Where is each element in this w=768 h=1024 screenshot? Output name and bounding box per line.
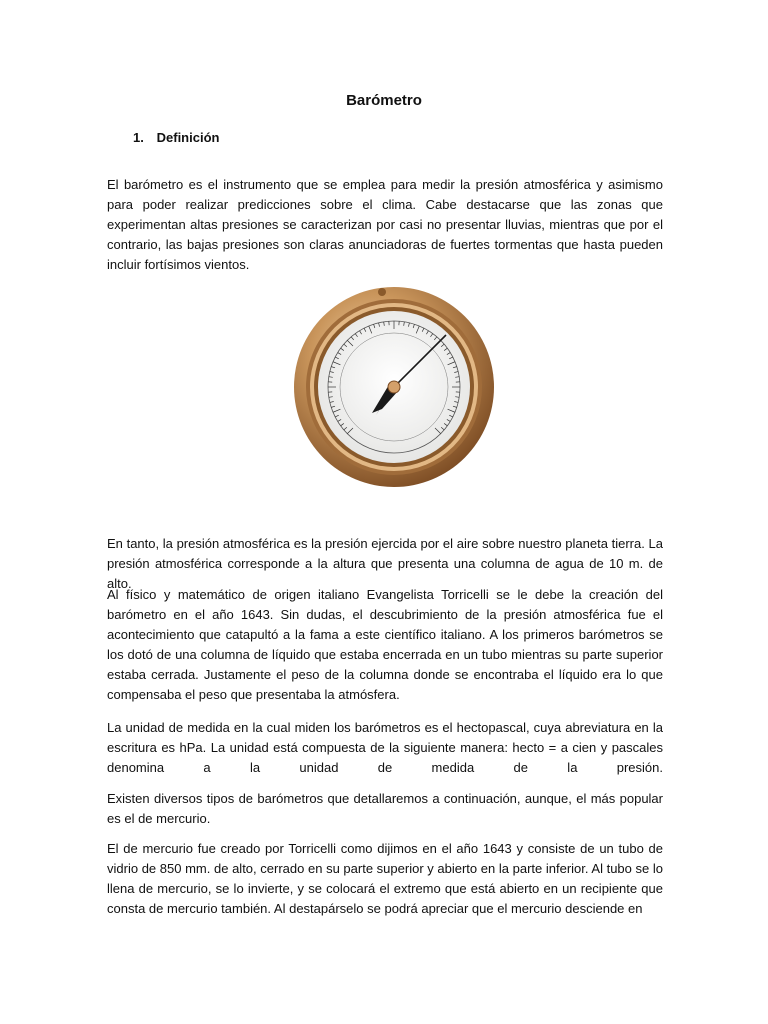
paragraph-tipos: Existen diversos tipos de barómetros que detallaremos a continuación, aunque, el más popular es el de mercurio. xyxy=(107,791,663,826)
top-screw-shape xyxy=(378,288,386,296)
barometer-illustration xyxy=(268,275,500,507)
page-title: Barómetro xyxy=(346,92,422,109)
section-heading xyxy=(133,130,219,145)
paragraph-unidad: La unidad de medida en la cual miden los barómetros es el hectopascal, cuya abreviatura en la escritura es hPa. La unidad está compuesta de la siguiente manera: hecto = a cien y pascales denomina a la unidad de medida de la presión. xyxy=(107,720,663,775)
section-number: 1. xyxy=(133,130,144,145)
paragraph-mercurio: El de mercurio fue creado por Torricelli como dijimos en el año 1643 y consiste de un tubo de vidrio de 850 mm. de alto, cerrado en su parte superior y abierto en la parte inferior. Al tubo se lo llena de mercurio, se lo invierte, y se colocará el extremo que está abierto en un recipiente que consta de mercurio también. Al destapárselo se podrá apreciar que el mercurio desciende en xyxy=(107,841,663,916)
barometer-image xyxy=(268,275,500,507)
needle-hub-shape xyxy=(388,381,400,393)
section-title: Definición xyxy=(156,130,220,145)
paragraph-torricelli: Al físico y matemático de origen italiano Evangelista Torricelli se le debe la creación del barómetro en el año 1643. Sin dudas, el descubrimiento de la presión atmosférica fue el acontecimiento que catapultó a la fama a este científico italiano. A los primeros barómetros se los dotó de una columna de líquido que estaba encerrada en un tubo mientras su parte superior estaba cerrada. Justamente el peso de la columna donde se encontraba el líquido era lo que compensaba el peso que presentaba la atmósfera. xyxy=(107,587,663,702)
paragraph-definition: El barómetro es el instrumento que se emplea para medir la presión atmosférica y asimismo para poder realizar predicciones sobre el clima. Cabe destacarse que las zonas que experimentan altas presiones se caracterizan por casi no presentar lluvias, mientras que por el contrario, las bajas presiones son claras anunciadoras de fuertes tormentas que hasta pueden incluir fortísimos vientos. xyxy=(107,177,663,272)
paragraph-presion: En tanto, la presión atmosférica es la presión ejercida por el aire sobre nuestro planeta tierra. La presión atmosférica corresponde a la altura que presenta una columna de agua de 10 m. de alto. xyxy=(107,536,663,591)
